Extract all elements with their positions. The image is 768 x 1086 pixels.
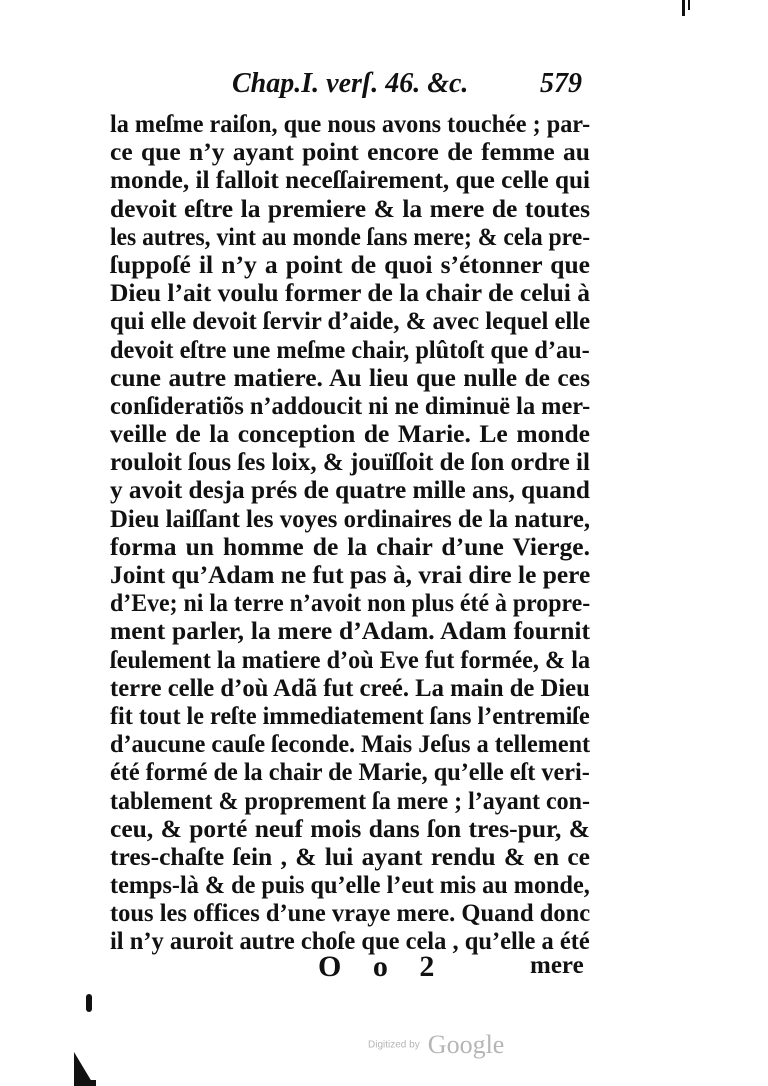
signature-mark: O o 2: [318, 950, 447, 983]
page-number: 579: [540, 68, 582, 99]
text-line: il n’y auroit autre choſe que cela , qu’elle a été: [110, 926, 590, 956]
scan-edge-mark-right: [688, 0, 690, 10]
scan-corner-mark: [74, 1052, 92, 1082]
text-line: tablement & proprement ſa mere ; l’ayant con-: [110, 785, 590, 815]
text-line: rouloit ſous ſes loix, & jouïſſoit de ſon ordre il: [110, 447, 590, 477]
text-line: qui elle devoit ſervir d’aide, & avec lequel elle: [110, 306, 591, 336]
text-line: ſuppoſé il n’y a point de quoi s’étonner que: [110, 249, 590, 279]
text-line: les autres, vint au monde ſans mere; & cela pre-: [110, 221, 591, 251]
text-line: monde, il falloit neceſſairement, que celle qui: [110, 165, 591, 195]
text-line: devoit eſtre la premiere & la mere de toutes: [110, 193, 590, 223]
text-line: ceu, & porté neuf mois dans ſon tres-pur, &: [110, 813, 590, 843]
text-line: tous les offices d’une vraye mere. Quand donc: [110, 898, 591, 928]
running-title: Chap.I. verſ. 46. &c.: [232, 68, 469, 99]
text-line: fit tout le reſte immediatement ſans l’entremiſe: [110, 700, 590, 730]
text-line: tres-chaſte ſein , & lui ayant rendu & en ce: [110, 841, 590, 871]
catchword: mere: [530, 952, 584, 979]
text-line: cune autre matiere. Au lieu que nulle de ces: [110, 362, 590, 392]
text-line: y avoit desja prés de quatre mille ans, quand: [110, 475, 590, 505]
text-line: d’Eve; ni la terre n’avoit non plus été à propre-: [110, 588, 591, 618]
text-line: temps-là & de puis qu’elle l’eut mis au monde,: [110, 870, 590, 900]
text-line: Joint qu’Adam ne fut pas à, vrai dire le pere: [110, 560, 591, 589]
text-line: ſeulement la matiere d’où Eve fut formée, & la: [110, 644, 591, 674]
watermark-prefix: Digitized by: [368, 1039, 420, 1051]
body-text: [110, 110, 590, 956]
text-line: ment parler, la mere d’Adam. Adam fournit: [110, 616, 590, 646]
text-line: été formé de la chair de Marie, qu’elle eſt veri-: [110, 757, 590, 787]
scan-corner-bar: [74, 1080, 96, 1086]
text-line: la meſme raiſon, que nous avons touchée ; par-: [110, 109, 591, 138]
text-line: veille de la conception de Marie. Le monde: [110, 419, 590, 449]
digitized-watermark: [368, 1030, 504, 1060]
text-line: forma un homme de la chair d’une Vierge.: [110, 531, 590, 561]
text-line: conſideratiõs n’addoucit ni ne diminuë la mer-: [110, 390, 591, 420]
text-line: devoit eſtre une meſme chair, plûtoſt que d’au-: [110, 334, 590, 364]
scan-edge-mark-top: [682, 0, 685, 16]
scan-edge-mark-left: [86, 994, 92, 1012]
watermark-brand: Google: [427, 1030, 505, 1059]
text-line: Dieu laiſſant les voyes ordinaires de la nature,: [110, 503, 591, 533]
text-line: ce que n’y ayant point encore de femme au: [110, 137, 590, 167]
text-line: terre celle d’où Adã fut creé. La main de Dieu: [110, 672, 590, 702]
text-line: d’aucune cauſe ſeconde. Mais Jeſus a tellement: [110, 729, 591, 759]
text-line: Dieu l’ait voulu former de la chair de celui à: [110, 278, 590, 308]
